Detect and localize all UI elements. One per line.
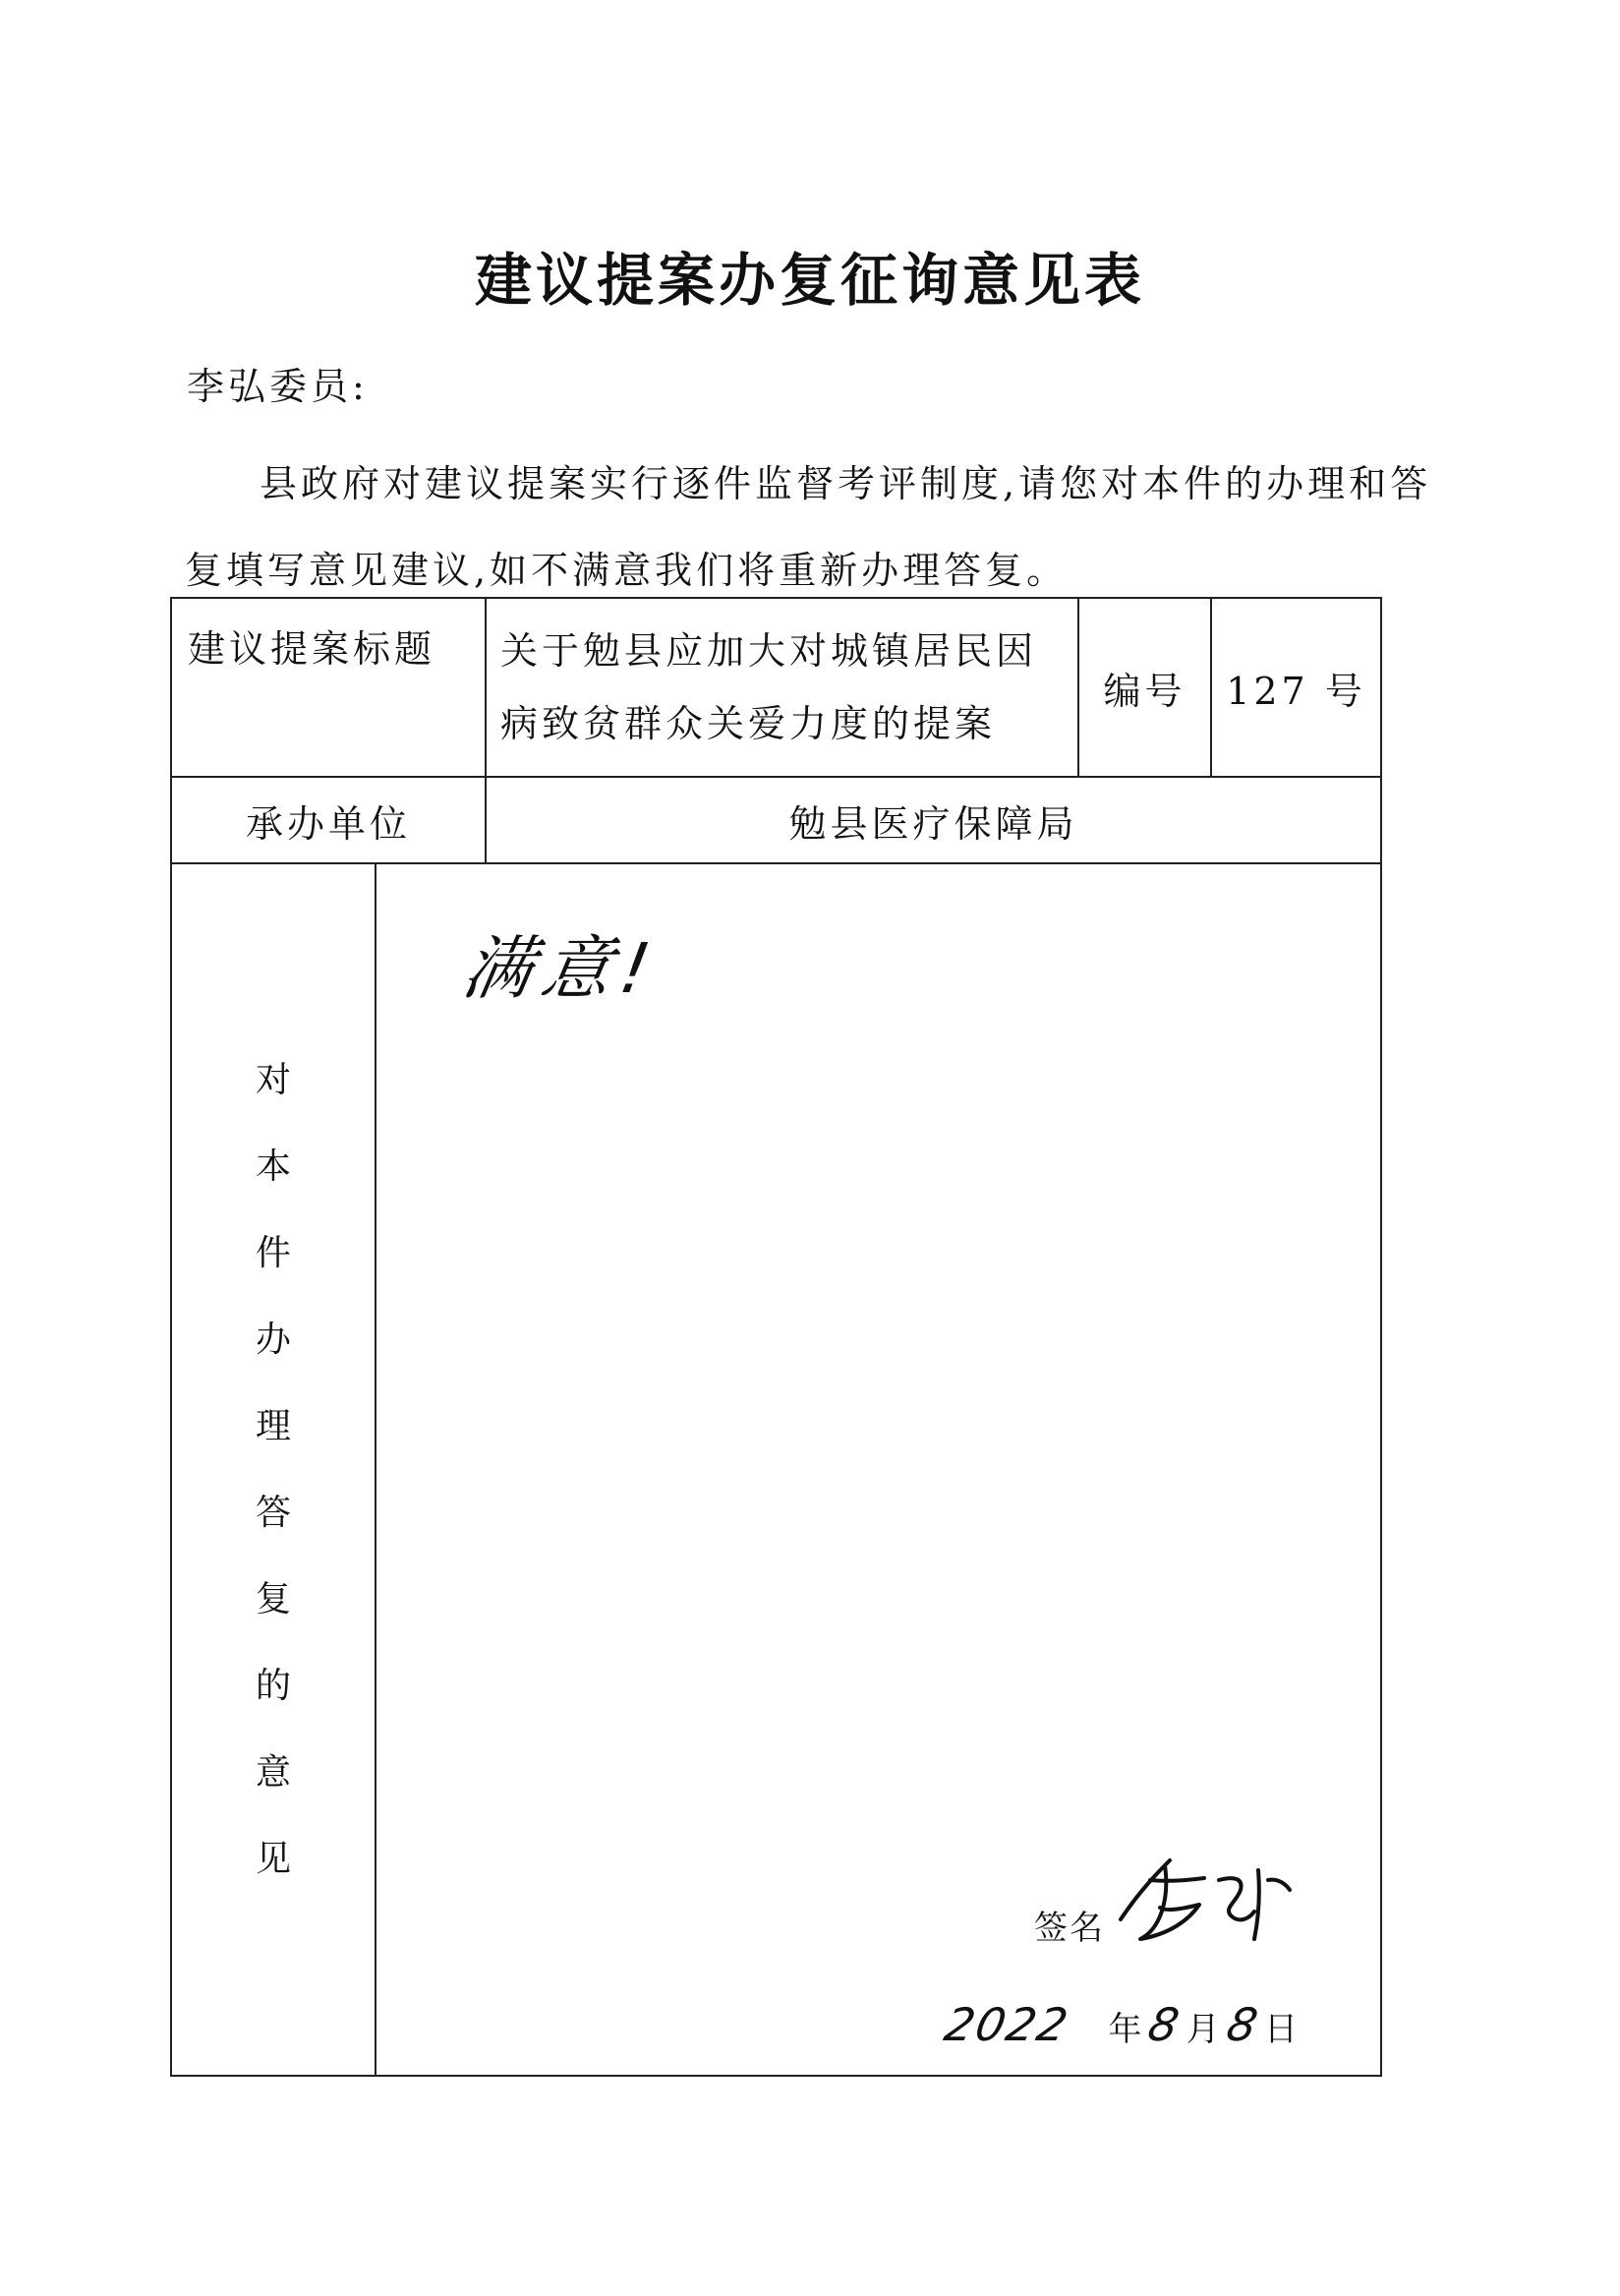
document-title: 建议提案办复征询意见表 [474, 247, 1145, 314]
number-value: 127 号 [1211, 598, 1381, 777]
proposal-title-row [171, 598, 1381, 777]
signature-label: 签名 [1034, 1909, 1106, 1948]
handwritten-signature [1111, 1851, 1298, 1949]
handling-unit-value: 勉县医疗保障局 [486, 777, 1381, 863]
handling-unit-label: 承办单位 [171, 777, 486, 863]
opinion-label-cell [171, 863, 376, 2076]
proposal-title-line-1: 关于勉县应加大对城镇居民因 [500, 629, 1038, 673]
handwritten-opinion: 满意! [456, 928, 666, 1009]
salutation: 李弘委员: [187, 365, 369, 408]
signature-row [1034, 1851, 1298, 1949]
proposal-title-label: 建议提案标题 [171, 598, 486, 777]
opinion-label: 对本件办理答复的意见 [255, 1059, 291, 1879]
handling-unit-row [171, 777, 1381, 863]
date-row [940, 1998, 1302, 2051]
proposal-title-value [486, 598, 1078, 777]
date-day-unit: 日 [1264, 2010, 1302, 2049]
date-month-unit: 月 [1186, 2010, 1224, 2049]
proposal-title-line-2: 病致贫群众关爱力度的提案 [500, 702, 997, 745]
opinion-form-table [170, 597, 1382, 2077]
opinion-content-cell [376, 863, 1381, 2076]
date-year-unit: 年 [1108, 2010, 1146, 2049]
date-month: 8 [1143, 1998, 1188, 2051]
opinion-row [171, 863, 1381, 2076]
date-year: 2022 [940, 1998, 1075, 2051]
number-label: 编号 [1078, 598, 1211, 777]
intro-paragraph: 县政府对建议提案实行逐件监督考评制度,请您对本件的办理和答复填写意见建议,如不满意我们将重新办理答复。 [185, 462, 1432, 592]
date-day: 8 [1221, 1998, 1266, 2051]
